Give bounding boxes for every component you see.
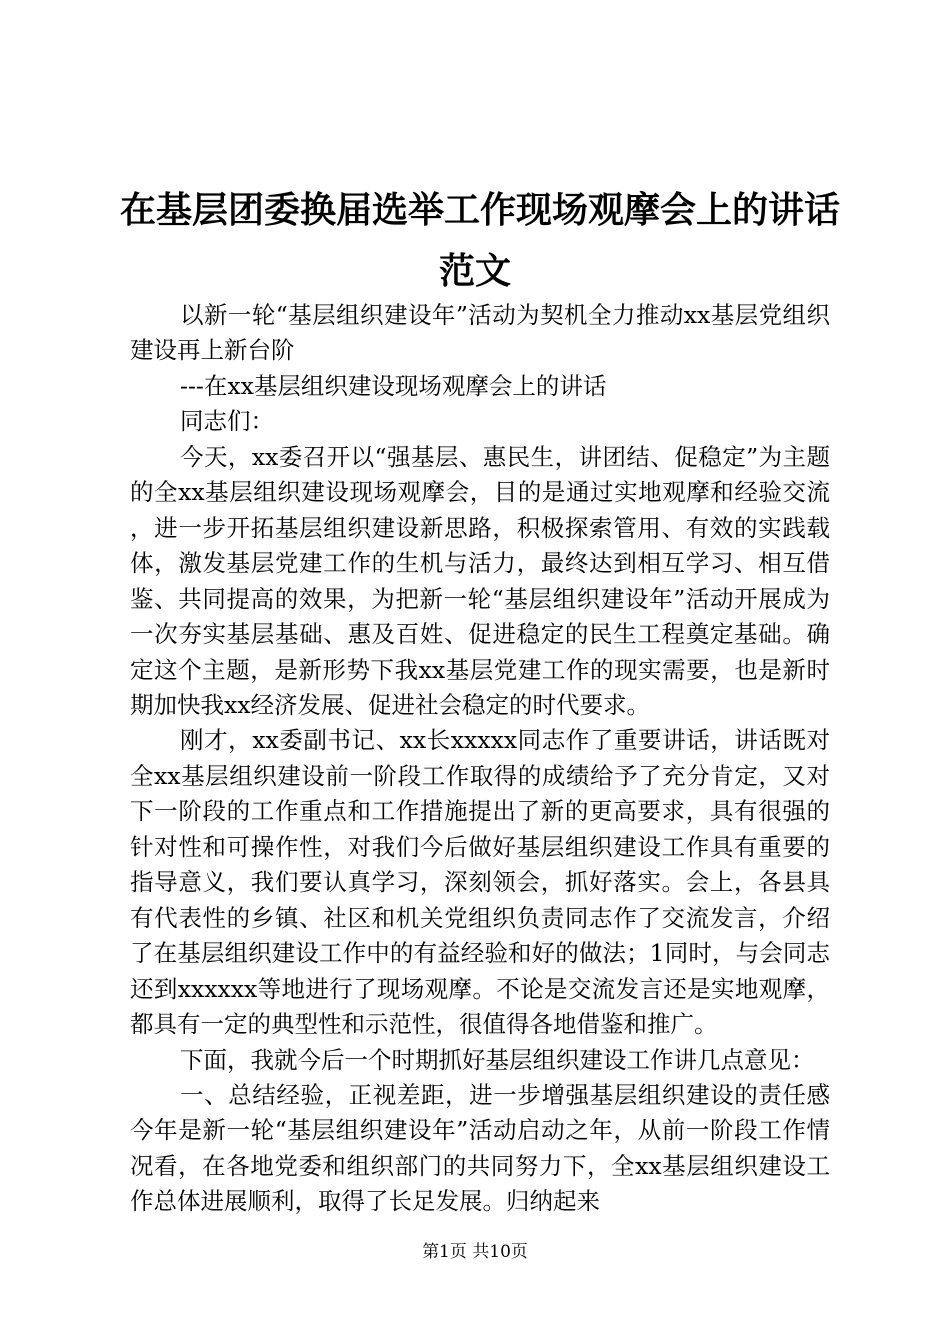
paragraph: 下面，我就今后一个时期抓好基层组织建设工作讲几点意见： xyxy=(180,1045,815,1074)
paragraph-subheading: ---在xx基层组织建设现场观摩会上的讲话 xyxy=(180,371,607,400)
document-title-line-1: 在基层团委换届选举工作现场观摩会上的讲话 xyxy=(120,189,841,231)
paragraph: 刚才，xx委副书记、xx长xxxxx同志作了重要讲话，讲话既对全xx基层组织建设前一阶段工作取得的成绩给予了充分肯定，又对下一阶段的工作重点和工作措施提出了新的更高要求，具有很强的针对性和可操作性，对我们今后做好基层组织建设工作具有重要的指导意义，我们要认真学习，深刻领会，抓好落实。会上，各县具有代表性的乡镇、社区和机关党组织负责同志作了交流发言，介绍了在基层组织建设工作中的有益经验和好的做法；1同时，与会同志还到xxxxxx等地进行了现场观摩。不论是交流发言还是实地观摩，都具有一定的典型性和示范性，很值得各地借鉴和推广。 xyxy=(130,726,830,1039)
paragraph: 今天，xx委召开以“强基层、惠民生，讲团结、促稳定”为主题的全xx基层组织建设现场观摩会，目的是通过实地观摩和经验交流，进一步开拓基层组织建设新思路，积极探索管用、有效的实践载体，激发基层党建工作的生机与活力，最终达到相互学习、相互借鉴、共同提高的效果，为把新一轮“基层组织建设年”活动开展成为一次夯实基层基础、惠及百姓、促进稳定的民生工程奠定基础。确定这个主题，是新形势下我xx基层党建工作的现实需要，也是新时期加快我xx经济发展、促进社会稳定的时代要求。 xyxy=(130,442,830,719)
page-number-footer: 第1页 共10页 xyxy=(422,1242,528,1262)
document-body xyxy=(130,298,830,1220)
paragraph: 一、总结经验，正视差距，进一步增强基层组织建设的责任感今年是新一轮“基层组织建设年”活动启动之年，从前一阶段工作情况看，在各地党委和组织部门的共同努力下，全xx基层组织建设工作总体进展顺利，取得了长足发展。归纳起来 xyxy=(130,1080,830,1216)
document-title-line-2: 范文 xyxy=(438,250,511,292)
paragraph-subtitle: 以新一轮“基层组织建设年”活动为契机全力推动xx基层党组织建设再上新台阶 xyxy=(130,301,830,365)
paragraph-salutation: 同志们： xyxy=(180,407,274,436)
